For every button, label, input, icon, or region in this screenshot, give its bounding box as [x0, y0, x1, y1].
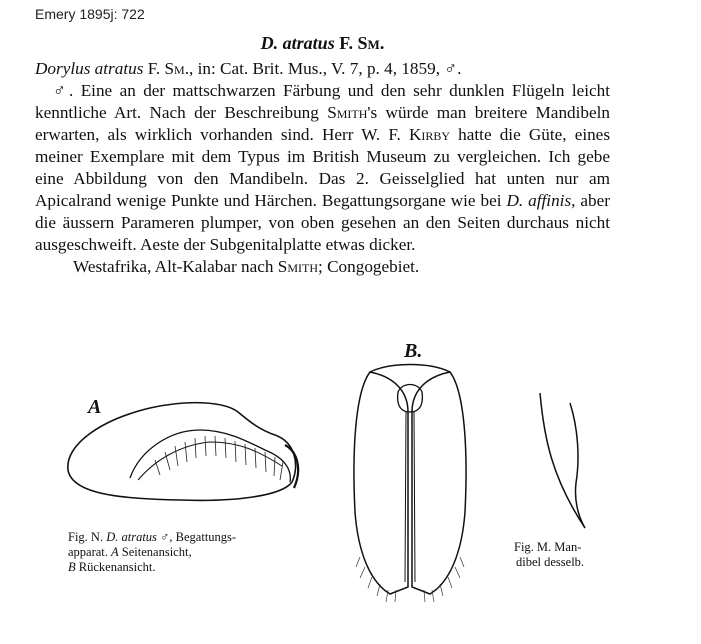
figure-b-dorsal-view — [350, 352, 470, 607]
distribution-text-1: Westafrika, Alt-Kalabar nach — [73, 257, 278, 276]
species-entry — [35, 32, 610, 278]
caption-n-suffix: ♂, Begattungs- — [156, 530, 237, 544]
description-text-4: , aber die äussern Parameren plumper, von oben gesehen an den Seiten durchaus nicht ausgeschweift. Aeste der Subgenitalplatte etwas dicker. — [35, 191, 610, 254]
description-text-1: ♂. Eine an der mattschwarzen Färbung und den sehr dunklen Flügeln leicht kenntliche Art. Nach der Beschreibung — [35, 81, 610, 122]
caption-m-line1: Fig. M. Man- — [514, 540, 582, 554]
figure-m-caption — [514, 540, 584, 570]
species-affinis: D. affinis — [506, 191, 572, 210]
description-text-2: 's würde man breitere Mandibeln erwarten, als wirklich vorhanden sind. Herr W. F. — [35, 103, 610, 144]
synonym-author: F. Sm. — [147, 59, 189, 78]
figure-m-mandible — [530, 388, 600, 538]
synonym-line — [35, 58, 610, 80]
synonym-name: Dorylus atratus — [35, 59, 144, 78]
distribution-line — [35, 256, 610, 278]
caption-n-line3-suffix: Rückenansicht. — [75, 560, 156, 574]
species-author: F. Sm. — [339, 33, 385, 53]
caption-n-line2-prefix: apparat. — [68, 545, 112, 559]
species-title — [35, 32, 610, 54]
description-paragraph — [35, 80, 610, 256]
author-smith-2: Smith — [277, 257, 319, 276]
figure-a-side-view — [60, 390, 310, 510]
caption-n-a: A — [111, 545, 119, 559]
figure-n-caption — [68, 530, 298, 575]
caption-n-prefix: Fig. N. — [68, 530, 107, 544]
description-text-3: hatte die Güte, eines meiner Exemplare mit dem Typus im British Museum zu vergleichen. Ich gebe eine Abbildung von den Mandibeln. Das 2. Geisselglied hat unten nur am Apicalrand wenige Punkte und Härchen. Begattungsorgane wie bei — [35, 125, 611, 210]
distribution-text-2: ; Congogebiet. — [318, 257, 420, 276]
source-label: Emery 1895j: 722 — [35, 6, 145, 22]
caption-m-line2: dibel desselb. — [516, 555, 585, 569]
caption-n-line2-suffix: Seitenansicht, — [118, 545, 192, 559]
synonym-reference: , in: Cat. Brit. Mus., V. 7, p. 4, 1859, ♂. — [189, 59, 462, 78]
caption-n-b: B — [68, 560, 76, 574]
figure-label-a: A — [88, 396, 102, 418]
caption-n-species: D. atratus — [106, 530, 157, 544]
species-name: D. atratus — [260, 33, 335, 53]
person-kirby: Kirby — [408, 125, 451, 144]
author-smith: Smith — [327, 103, 368, 122]
figure-label-b: B. — [404, 340, 423, 362]
